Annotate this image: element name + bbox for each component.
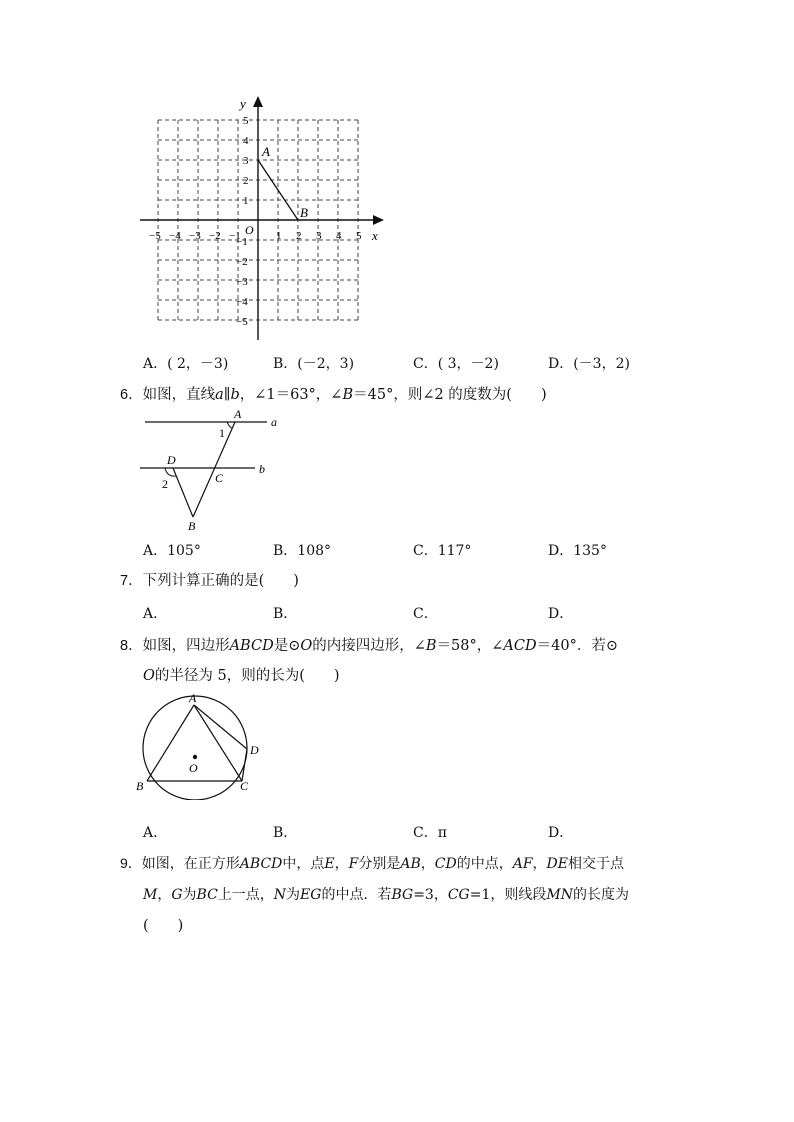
var-n: N <box>273 887 287 903</box>
q9-text: 为 <box>182 887 197 903</box>
y-tick-label: −3 <box>236 276 248 288</box>
q9-text: 分别是 <box>358 856 401 872</box>
parallel-symbol: ∥ <box>223 387 231 403</box>
var-de: DE <box>546 856 568 872</box>
q9-text: 上一点， <box>217 887 274 903</box>
q5-coordinate-figure <box>130 90 390 350</box>
q9-sep: ， <box>157 887 172 903</box>
q9-sep: ， <box>420 856 435 872</box>
var-cg: CG <box>447 887 470 903</box>
q7-text: 下列计算正确的是( ) <box>142 573 299 589</box>
var-a: a <box>215 387 224 403</box>
q9-text: 的中点．若 <box>321 887 392 903</box>
q6-option-c[interactable]: C．117° <box>413 543 472 559</box>
q9-stem-line2 <box>143 884 629 904</box>
q6-option-a[interactable]: A．105° <box>143 543 201 559</box>
var-bc: BC <box>196 887 218 903</box>
q9-sep: ， <box>532 856 547 872</box>
point-a-label: A <box>262 144 270 159</box>
q7-option-b[interactable]: B． <box>273 606 298 622</box>
q8-option-a[interactable]: A． <box>143 825 168 841</box>
var-cd: CD <box>434 856 457 872</box>
q8-option-c[interactable]: C．π <box>413 825 447 841</box>
q9-text: 如图，在正方形 <box>141 856 240 872</box>
y-tick-label: −2 <box>236 256 248 268</box>
q9-sep: ， <box>334 856 349 872</box>
point-d-label: D <box>167 453 176 467</box>
var-g: G <box>171 887 183 903</box>
segment-db <box>173 468 193 517</box>
var-abcd: ABCD <box>239 856 283 872</box>
x-axis-arrow <box>373 215 384 225</box>
x-tick-label: −5 <box>149 230 161 242</box>
q6-text-pre: 如图，直线 <box>142 387 216 403</box>
x-tick-label: −1 <box>229 230 241 242</box>
q7-option-c[interactable]: C． <box>413 606 438 622</box>
point-a-label: A <box>189 691 197 705</box>
var-acd: ACD <box>503 638 537 654</box>
question-number: 7． <box>120 573 143 589</box>
y-tick-label: −4 <box>236 296 248 308</box>
q6-parallel-lines-figure <box>135 405 285 535</box>
var-f: F <box>348 856 359 872</box>
point-b-label: B <box>188 519 196 533</box>
y-tick-label: −1 <box>236 236 248 248</box>
q5-option-b[interactable]: B．(－2，3) <box>273 356 355 372</box>
point-a-label: A <box>234 407 242 421</box>
q8-circle-figure <box>132 690 272 800</box>
y-tick-label: 4 <box>243 135 249 147</box>
angle-2-label: 2 <box>162 477 168 491</box>
x-tick-label: 3 <box>316 230 322 242</box>
q7-stem <box>120 569 299 590</box>
q9-stem-line1 <box>120 853 624 873</box>
point-o-label: O <box>189 761 198 775</box>
var-m: M <box>143 887 158 903</box>
question-number: 9． <box>120 855 142 871</box>
line-b-label: b <box>259 462 265 476</box>
angle-1-label: 1 <box>219 426 225 440</box>
q6-text-mid2: ＝45°，则∠2 的度数为( ) <box>353 387 547 403</box>
segment-ac <box>194 705 242 781</box>
var-bg: BG <box>391 887 414 903</box>
q7-option-d[interactable]: D． <box>548 606 574 622</box>
q9-text: 为 <box>286 887 301 903</box>
center-dot <box>193 755 197 759</box>
x-tick-label: −3 <box>189 230 201 242</box>
q9-text: 中，点 <box>282 856 325 872</box>
segment-dc <box>242 749 247 781</box>
point-c-label: C <box>240 779 249 793</box>
y-tick-label: 1 <box>243 195 249 207</box>
q6-stem <box>120 383 547 404</box>
q6-option-b[interactable]: B．108° <box>273 543 332 559</box>
y-tick-label: −5 <box>236 316 248 328</box>
x-tick-label: 2 <box>296 230 302 242</box>
var-mn: MN <box>546 887 573 903</box>
y-axis-label: y <box>240 96 246 111</box>
var-o: O <box>143 668 155 684</box>
q5-option-a[interactable]: A．( 2，－3) <box>143 356 229 372</box>
q8-stem-line1 <box>120 634 618 655</box>
circle-o <box>143 696 247 800</box>
q8-text: 的内接四边形，∠ <box>312 638 426 654</box>
x-axis-label: x <box>372 228 378 243</box>
y-axis-arrow <box>253 96 263 107</box>
q9-text: 相交于点 <box>567 856 624 872</box>
q8-option-b[interactable]: B． <box>273 825 298 841</box>
q9-text: =1，则线段 <box>469 887 547 903</box>
y-tick-label: 5 <box>243 115 249 127</box>
origin-label: O <box>245 223 254 237</box>
q8-text: 是⊙ <box>273 638 301 654</box>
q5-option-d[interactable]: D．(－3，2) <box>548 356 630 372</box>
var-abcd: ABCD <box>229 638 274 654</box>
q8-option-d[interactable]: D． <box>548 825 574 841</box>
y-tick-label: 3 <box>243 155 249 167</box>
q8-text: ＝58°，∠ <box>436 638 504 654</box>
line-a-label: a <box>271 415 277 429</box>
q6-text-mid1: ，∠1＝63°，∠ <box>239 387 343 403</box>
q7-option-a[interactable]: A． <box>143 606 168 622</box>
q6-option-d[interactable]: D．135° <box>548 543 607 559</box>
var-ab: AB <box>400 856 421 872</box>
angle-1-arc <box>227 422 233 428</box>
q9-text: 的长度为 <box>572 887 629 903</box>
x-tick-label: 5 <box>356 230 362 242</box>
x-tick-label: 1 <box>276 230 282 242</box>
y-tick-label: 2 <box>243 175 249 187</box>
segment-ab <box>193 422 235 517</box>
point-c-label: C <box>215 471 224 485</box>
q9-text: =3， <box>413 887 448 903</box>
q8-text: 如图，四边形 <box>142 638 230 654</box>
q5-option-c[interactable]: C．( 3，－2) <box>413 356 499 372</box>
x-tick-label: −2 <box>209 230 221 242</box>
q8-text: 的半径为 5，则的长为( ) <box>154 668 340 684</box>
var-eg: EG <box>300 887 322 903</box>
point-b-label: B <box>300 205 308 220</box>
point-d-label: D <box>250 743 259 757</box>
point-b-label: B <box>136 779 144 793</box>
question-number: 6． <box>120 387 143 403</box>
var-b: b <box>230 387 240 403</box>
q8-stem-line2 <box>143 664 340 685</box>
segment-ad <box>194 705 247 749</box>
q9-text: 的中点， <box>456 856 513 872</box>
var-B: B <box>425 638 437 654</box>
var-e: E <box>324 856 335 872</box>
x-tick-label: 4 <box>336 230 342 242</box>
var-B: B <box>342 387 354 403</box>
question-number: 8． <box>120 638 143 654</box>
x-tick-label: −4 <box>169 230 181 242</box>
q8-text: ＝40°．若⊙ <box>536 638 618 654</box>
var-o: O <box>300 638 313 654</box>
q9-answer-blank: ( ) <box>143 918 184 934</box>
var-af: AF <box>512 856 533 872</box>
